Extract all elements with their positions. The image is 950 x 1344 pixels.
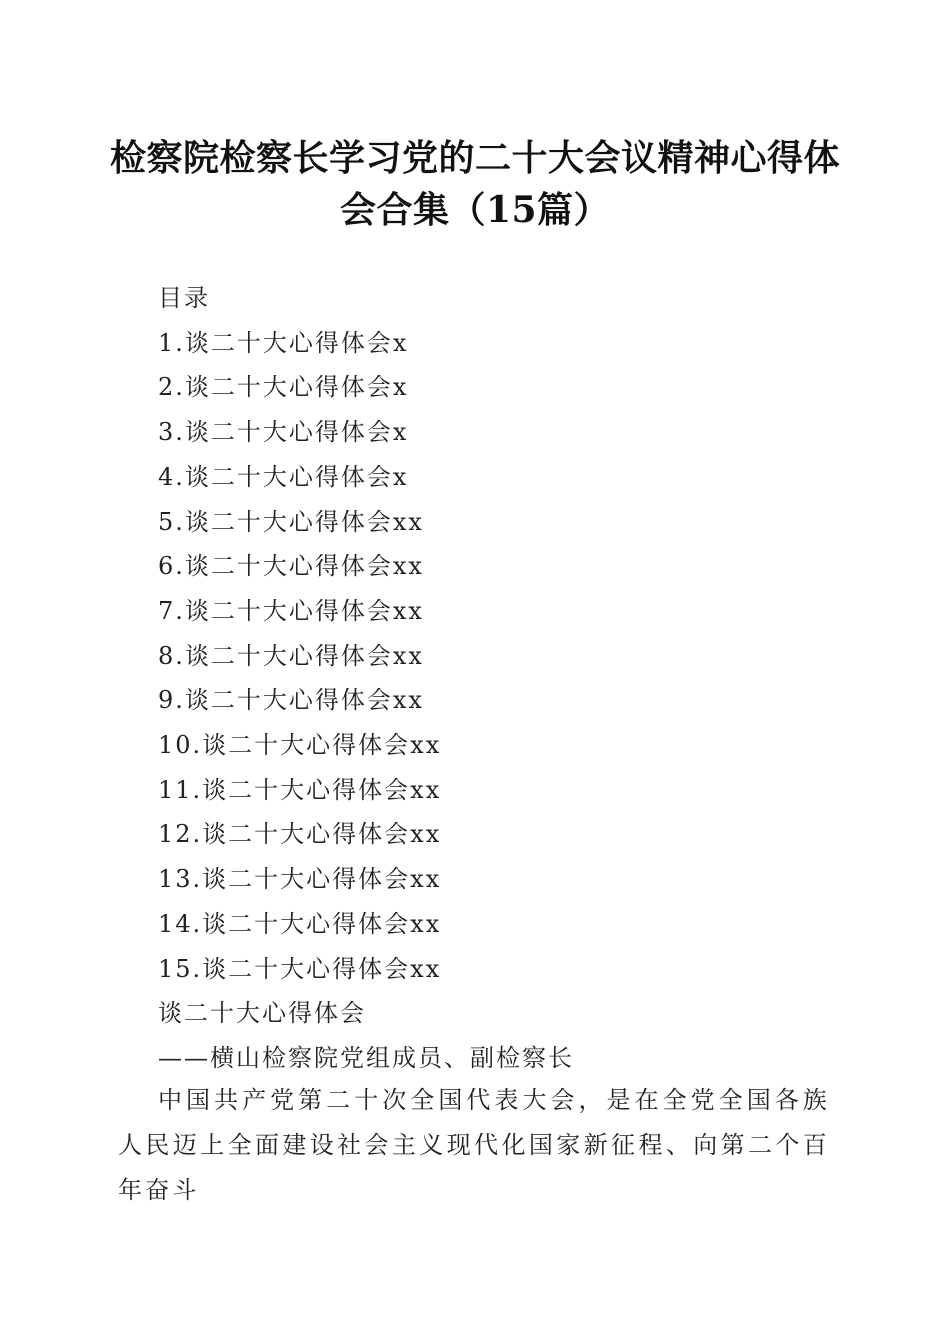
title-line-1: 检察院检察长学习党的二十大会议精神心得体 [109,137,840,179]
toc-item: 15.谈二十大心得体会xx [158,954,442,983]
toc-item: 11.谈二十大心得体会xx [158,775,442,804]
section-title: 谈二十大心得体会 [158,999,366,1028]
document-title [100,132,850,236]
toc-item: 7.谈二十大心得体会xx [158,596,424,625]
body-paragraph: 中国共产党第二十次全国代表大会，是在全党全国各族人民迈上全面建设社会主义现代化国家新征程、向第二个百年奋斗 [118,1086,830,1204]
toc-item: 12.谈二十大心得体会xx [158,820,442,849]
toc-item: 2.谈二十大心得体会x [158,373,409,402]
toc-item: 9.谈二十大心得体会xx [158,686,424,715]
toc-heading: 目录 [158,284,210,312]
toc-item: 3.谈二十大心得体会x [158,418,409,447]
toc-item: 5.谈二十大心得体会xx [158,507,424,536]
toc-item: 13.谈二十大心得体会xx [158,865,442,894]
title-line-2: 会合集（15篇） [339,189,611,231]
toc-item: 1.谈二十大心得体会x [158,328,409,357]
toc-item: 4.谈二十大心得体会x [158,462,409,491]
toc-item: 6.谈二十大心得体会xx [158,552,424,581]
table-of-contents [158,276,574,1081]
author-line: ——横山检察院党组成员、副检察长 [158,1043,574,1072]
toc-item: 8.谈二十大心得体会xx [158,641,424,670]
toc-item: 14.谈二十大心得体会xx [158,909,442,938]
toc-item: 10.谈二十大心得体会xx [158,731,442,760]
